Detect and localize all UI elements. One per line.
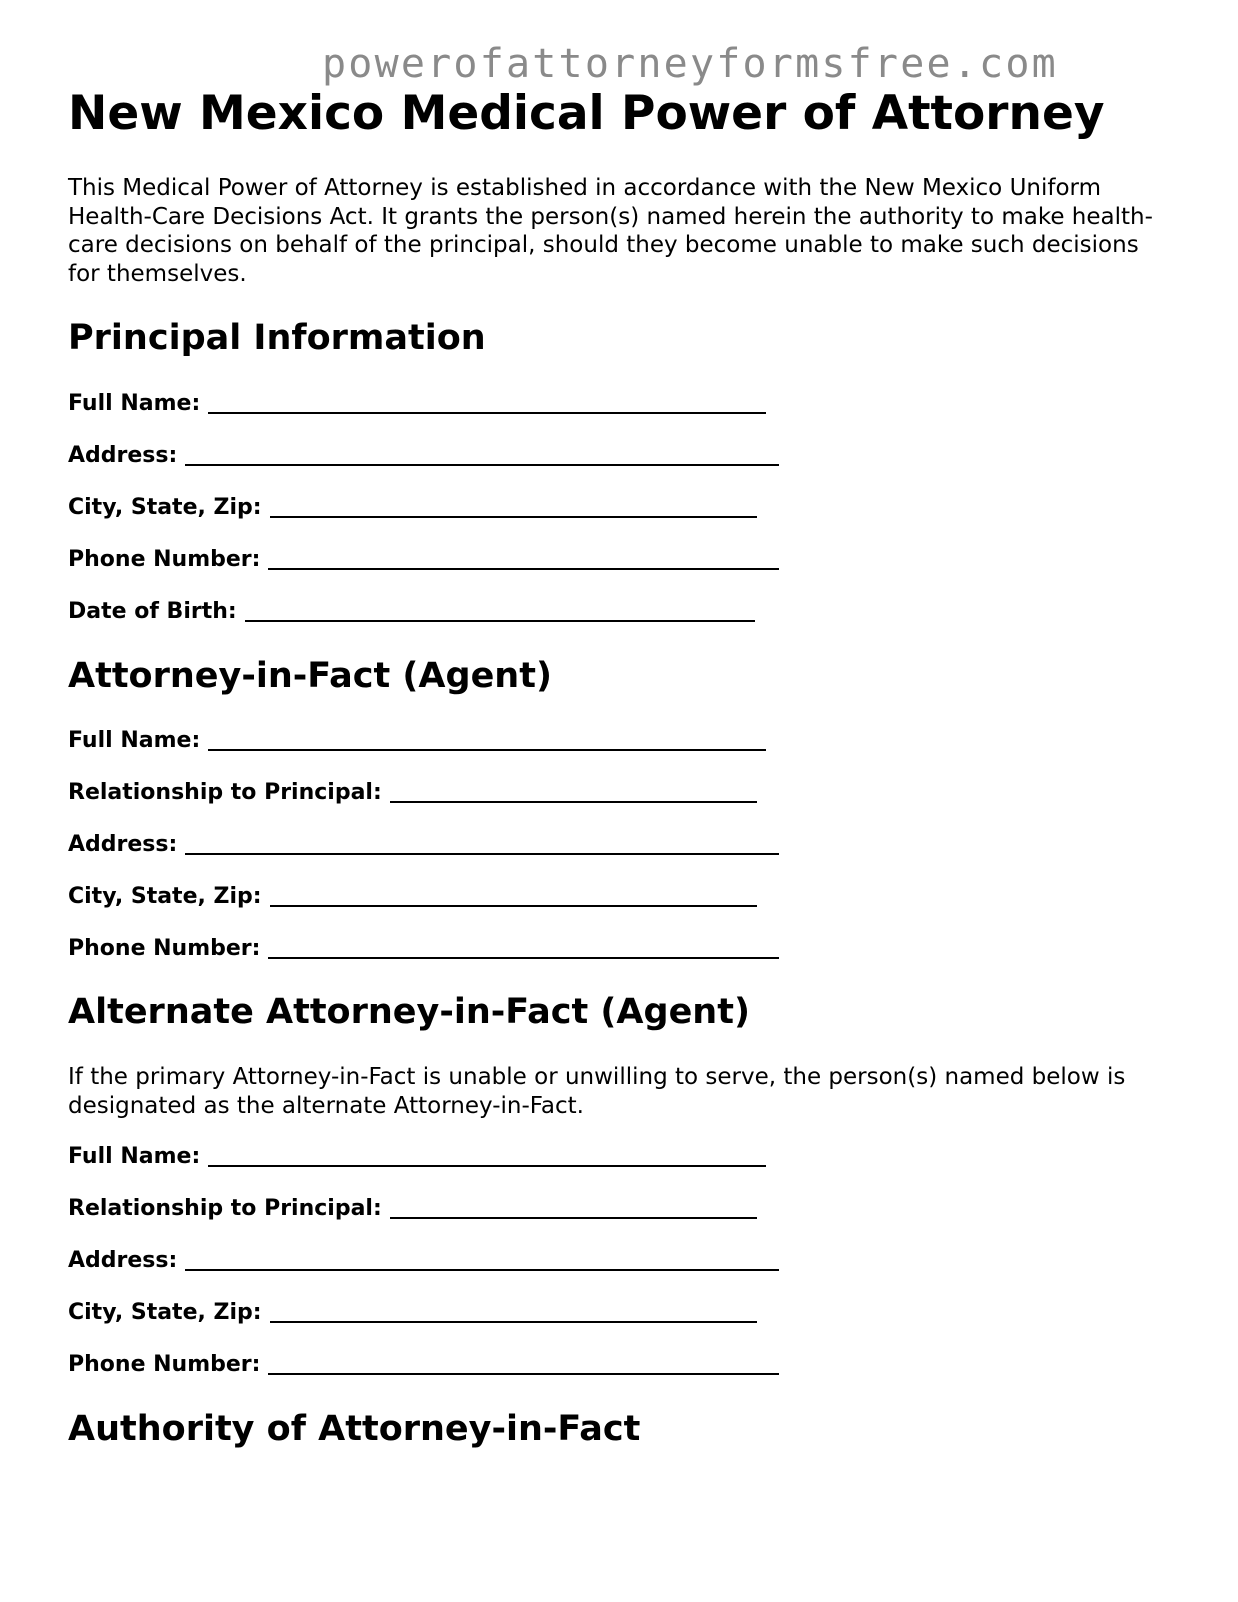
agent-phone-label: Phone Number:	[68, 936, 261, 961]
alternate-full-name-label: Full Name:	[68, 1144, 201, 1169]
document-title: New Mexico Medical Power of Attorney	[68, 86, 1105, 141]
principal-city-state-zip-field[interactable]	[68, 492, 757, 522]
principal-full-name-field[interactable]	[68, 388, 766, 418]
agent-city-state-zip-line[interactable]	[270, 905, 757, 907]
principal-dob-label: Date of Birth:	[68, 599, 237, 624]
agent-full-name-label: Full Name:	[68, 728, 201, 753]
alternate-full-name-line[interactable]	[208, 1165, 766, 1167]
alternate-relationship-label: Relationship to Principal:	[68, 1196, 382, 1221]
agent-address-label: Address:	[68, 832, 178, 857]
alternate-heading: Alternate Attorney-in-Fact (Agent)	[68, 992, 750, 1032]
principal-dob-line[interactable]	[245, 620, 755, 622]
agent-phone-line[interactable]	[268, 957, 779, 959]
alternate-relationship-field[interactable]	[68, 1193, 757, 1223]
principal-full-name-line[interactable]	[208, 412, 766, 414]
principal-phone-field[interactable]	[68, 544, 779, 574]
alternate-city-state-zip-label: City, State, Zip:	[68, 1300, 262, 1325]
principal-address-label: Address:	[68, 443, 178, 468]
watermark-text: powerofattorneyformsfree.com	[322, 41, 1058, 87]
agent-relationship-field[interactable]	[68, 777, 757, 807]
authority-heading: Authority of Attorney-in-Fact	[68, 1409, 641, 1449]
alternate-phone-label: Phone Number:	[68, 1352, 261, 1377]
alternate-relationship-line[interactable]	[390, 1217, 757, 1219]
alternate-address-label: Address:	[68, 1248, 178, 1273]
principal-city-state-zip-line[interactable]	[270, 516, 757, 518]
principal-phone-label: Phone Number:	[68, 547, 261, 572]
alternate-city-state-zip-line[interactable]	[270, 1321, 757, 1323]
agent-relationship-label: Relationship to Principal:	[68, 780, 382, 805]
principal-dob-field[interactable]	[68, 596, 755, 626]
agent-address-line[interactable]	[185, 853, 779, 855]
principal-city-state-zip-label: City, State, Zip:	[68, 495, 262, 520]
agent-full-name-field[interactable]	[68, 725, 766, 755]
alternate-address-field[interactable]	[68, 1245, 779, 1275]
alternate-city-state-zip-field[interactable]	[68, 1297, 757, 1327]
agent-city-state-zip-field[interactable]	[68, 881, 757, 911]
alternate-phone-field[interactable]	[68, 1349, 779, 1379]
alternate-full-name-field[interactable]	[68, 1141, 766, 1171]
agent-heading: Attorney-in-Fact (Agent)	[68, 656, 552, 696]
intro-paragraph: This Medical Power of Attorney is established in accordance with the New Mexico Uniform Health-Care Decisions Act. It grants the person(s) named herein the authority to make health-care decisions on behalf of the principal, should they become unable to make such decisions for themselves.	[68, 175, 1153, 287]
agent-full-name-line[interactable]	[208, 749, 766, 751]
agent-city-state-zip-label: City, State, Zip:	[68, 884, 262, 909]
alternate-intro-paragraph: If the primary Attorney-in-Fact is unable or unwilling to serve, the person(s) named below is designated as the alternate Attorney-in-Fact.	[68, 1064, 1126, 1119]
principal-address-field[interactable]	[68, 440, 779, 470]
agent-address-field[interactable]	[68, 829, 779, 859]
principal-full-name-label: Full Name:	[68, 391, 201, 416]
principal-heading: Principal Information	[68, 318, 486, 358]
agent-phone-field[interactable]	[68, 933, 779, 963]
alternate-address-line[interactable]	[185, 1269, 779, 1271]
principal-phone-line[interactable]	[268, 568, 779, 570]
agent-relationship-line[interactable]	[390, 801, 757, 803]
alternate-phone-line[interactable]	[268, 1373, 779, 1375]
principal-address-line[interactable]	[185, 464, 779, 466]
